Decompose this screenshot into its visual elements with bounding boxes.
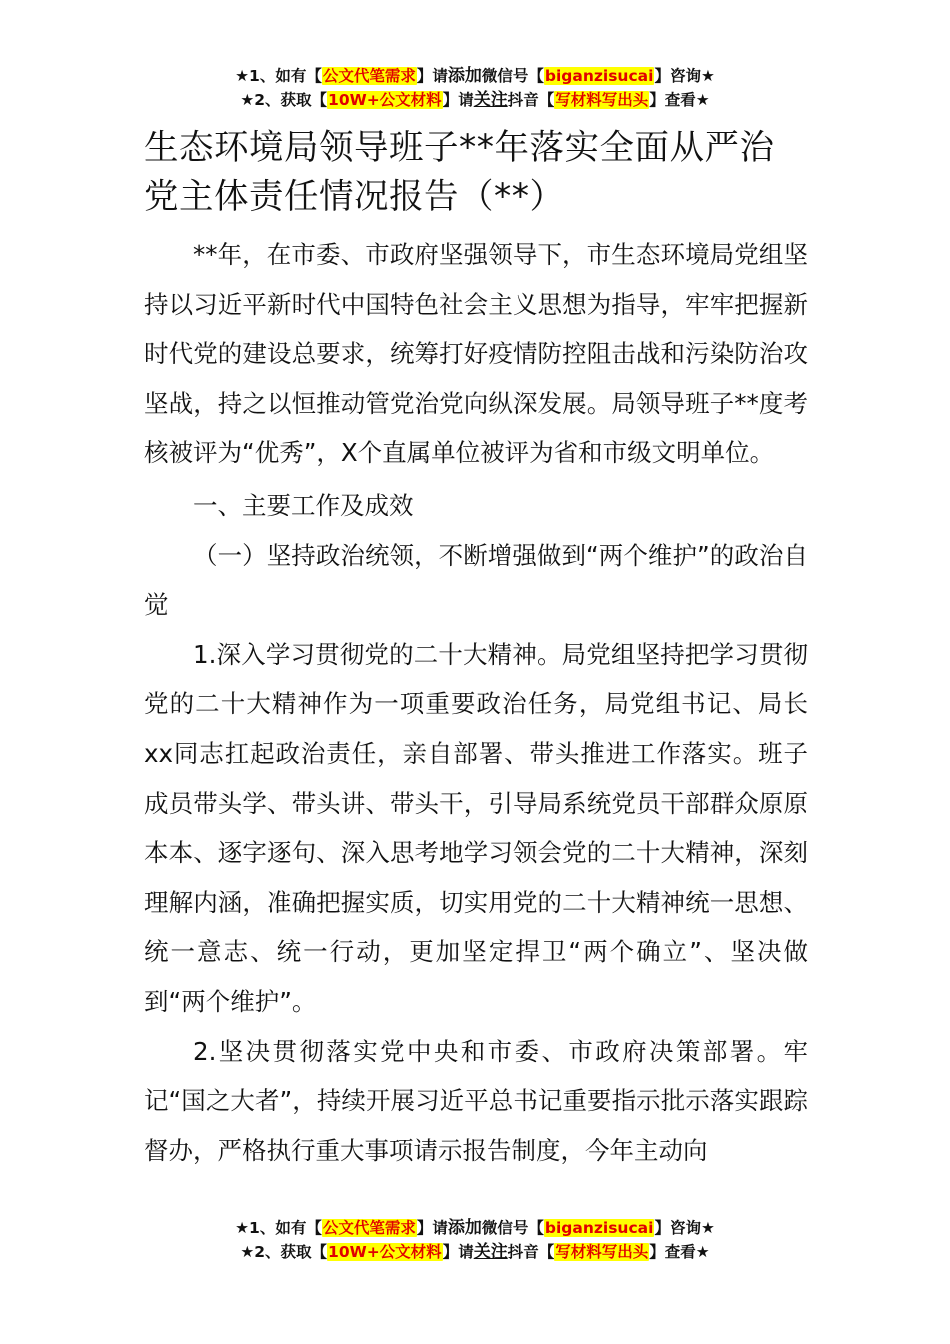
- banner-text: ★1、如有【: [235, 67, 322, 85]
- banner-text: 添加: [447, 66, 482, 86]
- banner-text: 关注: [473, 1242, 508, 1262]
- item-paragraph-1: 1.深入学习贯彻党的二十大精神。局党组坚持把学习贯彻党的二十大精神作为一项重要政治任务，局党组书记、局长xx同志扛起政治责任，亲自部署、带头推进工作落实。班子成员带头学、带头讲、带头干，引导局系统党员干部群众原原本本、逐字逐句、深入思考地学习领会党的二十大精神，深刻理解内涵，准确把握实质，切实用党的二十大精神统一思想、统一意志、统一行动，更加坚定捍卫“两个确立”、坚决做到“两个维护”。: [144, 639, 808, 1016]
- banner-text: 添加: [447, 1218, 482, 1238]
- banner-line-2: [0, 1240, 950, 1264]
- banner-text: 关注: [473, 90, 508, 110]
- banner-text: 】请: [416, 67, 448, 85]
- section-heading: 一、主要工作及成效: [193, 490, 414, 520]
- highlight-wechat-id: biganzisucai: [544, 67, 654, 85]
- highlight-service: 公文代笔需求: [322, 1219, 416, 1237]
- banner-text: 】请: [416, 1219, 448, 1237]
- banner-text: 】咨询★: [654, 67, 715, 85]
- banner-text: 】查看★: [649, 91, 710, 109]
- header-banner: [0, 64, 950, 112]
- banner-line-1: [0, 64, 950, 88]
- banner-text: 抖音【: [507, 91, 555, 109]
- banner-text: ★2、获取【: [240, 91, 328, 109]
- highlight-douyin: 写材料写出头: [555, 91, 649, 109]
- banner-text: ★1、如有【: [235, 1219, 322, 1237]
- banner-text: ★2、获取【: [240, 1243, 328, 1261]
- highlight-wechat-id: biganzisucai: [544, 1219, 654, 1237]
- document-body: [144, 124, 808, 1175]
- item-paragraph-2: 2.坚决贯彻落实党中央和市委、市政府决策部署。牢记“国之大者”，持续开展习近平总书记重要指示批示落实跟踪督办，严格执行重大事项请示报告制度，今年主动向: [144, 1036, 808, 1165]
- highlight-douyin: 写材料写出头: [555, 1243, 649, 1261]
- document-title: 生态环境局领导班子**年落实全面从严治党主体责任情况报告（**）: [144, 128, 775, 217]
- banner-text: 】查看★: [649, 1243, 710, 1261]
- banner-text: 微信号【: [481, 67, 544, 85]
- banner-line-2: [0, 88, 950, 112]
- intro-paragraph: **年，在市委、市政府坚强领导下，市生态环境局党组坚持以习近平新时代中国特色社会主义思想为指导，牢牢把握新时代党的建设总要求，统筹打好疫情防控阻击战和污染防治攻坚战，持之以恒推动管党治党向纵深发展。局领导班子**度考核被评为“优秀”，X个直属单位被评为省和市级文明单位。: [144, 240, 808, 468]
- subsection-heading: （一）坚持政治统领，不断增强做到“两个维护”的政治自觉: [144, 540, 808, 620]
- highlight-materials: 10W+公文材料: [328, 1243, 442, 1261]
- footer-banner: [0, 1216, 950, 1264]
- banner-text: 微信号【: [481, 1219, 544, 1237]
- banner-line-1: [0, 1216, 950, 1240]
- banner-text: 】咨询★: [654, 1219, 715, 1237]
- banner-text: 抖音【: [507, 1243, 555, 1261]
- highlight-service: 公文代笔需求: [322, 67, 416, 85]
- banner-text: 】请: [442, 91, 474, 109]
- highlight-materials: 10W+公文材料: [328, 91, 442, 109]
- banner-text: 】请: [442, 1243, 474, 1261]
